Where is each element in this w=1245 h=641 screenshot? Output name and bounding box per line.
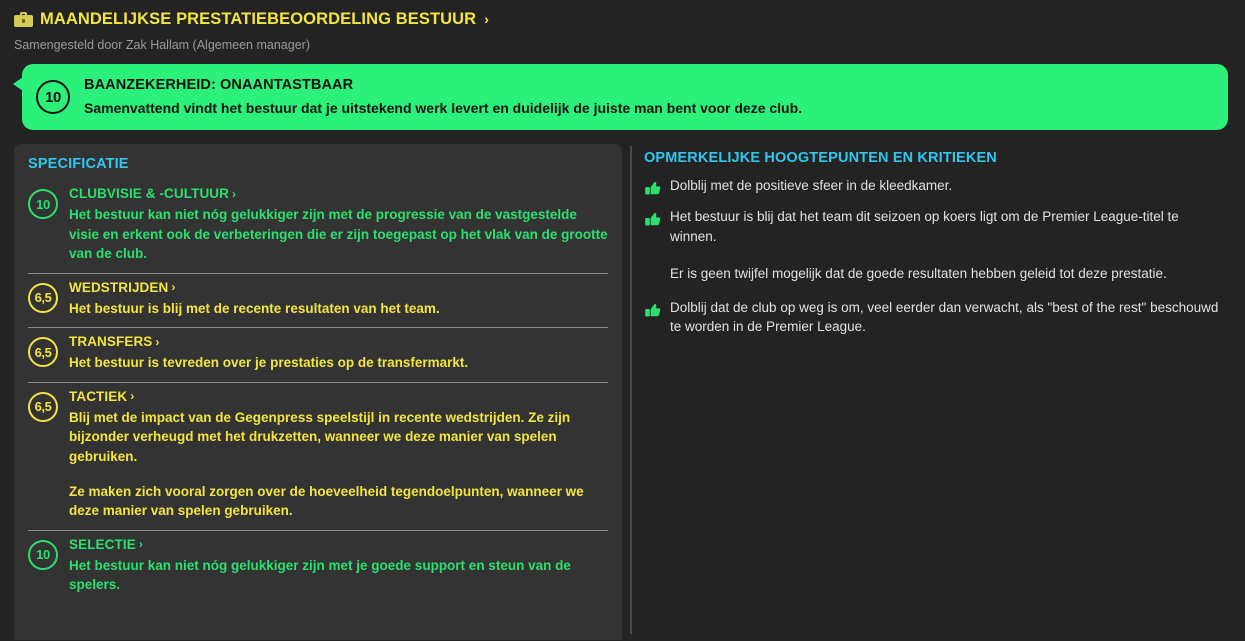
- spec-title[interactable]: [69, 389, 608, 404]
- spec-title-label: WEDSTRIJDEN: [69, 279, 169, 295]
- spec-title[interactable]: [69, 186, 608, 201]
- verdict-banner: [22, 64, 1228, 130]
- spec-row[interactable]: [28, 274, 608, 328]
- highlight-text: Dolblij dat de club op weg is om, veel eerder dan verwacht, als "best of the rest" beschouwd te worden in de Premier League.: [670, 299, 1219, 335]
- spec-title[interactable]: [69, 537, 608, 552]
- highlight-row: [644, 176, 1223, 197]
- page-subtitle: Samengesteld door Zak Hallam (Algemeen manager): [14, 38, 310, 52]
- banner-heading: BAANZEKERHEID: ONAANTASTBAAR: [84, 77, 354, 94]
- highlight-text: Dolblij met de positieve sfeer in de kleedkamer.: [670, 178, 953, 193]
- spec-title[interactable]: [69, 334, 608, 349]
- spec-row[interactable]: [28, 180, 608, 273]
- spec-score-badge: 10: [28, 540, 58, 570]
- spec-score-badge: 6,5: [28, 392, 58, 422]
- banner-score-badge: 10: [36, 80, 70, 114]
- spec-description: Ze maken zich vooral zorgen over de hoeveelheid tegendoelpunten, wanneer we deze manier van spelen gebruiken.: [69, 483, 584, 519]
- highlight-row: [644, 298, 1223, 337]
- banner-pointer: [13, 77, 23, 91]
- spec-description: Het bestuur kan niet nóg gelukkiger zijn met je goede support en steun van de spelers.: [69, 557, 571, 593]
- chevron-right-icon: ›: [130, 389, 135, 404]
- thumbs-up-icon: [644, 302, 661, 319]
- spec-description: Het bestuur is tevreden over je prestaties op de transfermarkt.: [69, 355, 469, 371]
- highlight-text: Er is geen twijfel mogelijk dat de goede resultaten hebben geleid tot deze prestatie.: [670, 266, 1167, 282]
- spec-row[interactable]: [28, 383, 608, 530]
- spec-title-label: SELECTIE: [69, 536, 136, 552]
- spec-score-badge: 6,5: [28, 283, 58, 313]
- specification-panel: [14, 144, 622, 640]
- spec-description: Blij met de impact van de Gegenpress speelstijl in recente wedstrijden. Ze zijn bijzonder verheugd met het drukzetten, wanneer we deze manier van spelen gebruiken.: [69, 409, 571, 464]
- highlights-heading: OPMERKELIJKE HOOGTEPUNTEN EN KRITIEKEN: [644, 150, 997, 166]
- chevron-right-icon: ›: [232, 186, 237, 201]
- briefcase-icon: [14, 12, 33, 27]
- specification-list: [28, 180, 608, 604]
- thumbs-up-icon: [644, 211, 661, 228]
- highlight-row: [644, 264, 1223, 284]
- highlight-text: Het bestuur is blij dat het team dit seizoen op koers ligt om de Premier League-titel te winnen.: [670, 209, 1179, 244]
- banner-body: Samenvattend vindt het bestuur dat je uitstekend werk levert en duidelijk de juiste man bent voor deze club.: [84, 99, 803, 116]
- spec-title-label: CLUBVISIE & -CULTUUR: [69, 186, 229, 201]
- chevron-right-icon: ›: [171, 280, 176, 295]
- spec-title[interactable]: [69, 280, 608, 295]
- highlights-list: [644, 176, 1223, 337]
- spec-row[interactable]: [28, 328, 608, 382]
- spec-description: Het bestuur is blij met de recente resultaten van het team.: [69, 300, 440, 316]
- page-title: MAANDELIJKSE PRESTATIEBEOORDELING BESTUUR: [40, 9, 477, 28]
- highlight-icon-spacer: [644, 264, 661, 284]
- spec-row[interactable]: [28, 531, 608, 604]
- page-header: [0, 0, 1245, 52]
- thumbs-up-icon: [644, 180, 661, 197]
- specification-heading: SPECIFICATIE: [28, 156, 129, 172]
- spec-score-badge: 10: [28, 189, 58, 219]
- spec-title-label: TRANSFERS: [69, 334, 153, 350]
- spec-title-label: TACTIEK: [69, 388, 128, 404]
- highlight-row: [644, 207, 1223, 246]
- page-title-row[interactable]: [14, 8, 1245, 30]
- page-title-chevron-icon[interactable]: ›: [484, 11, 489, 27]
- chevron-right-icon: ›: [155, 334, 160, 349]
- highlights-panel: [632, 144, 1245, 640]
- spec-score-badge: 6,5: [28, 337, 58, 367]
- chevron-right-icon: ›: [138, 537, 143, 552]
- content-columns: [0, 144, 1245, 640]
- spec-description: Het bestuur kan niet nóg gelukkiger zijn met de progressie van de vastgestelde visie en erkent ook de verbeteringen die er zijn toegepast op het vlak van de grootte van de club.: [69, 207, 608, 262]
